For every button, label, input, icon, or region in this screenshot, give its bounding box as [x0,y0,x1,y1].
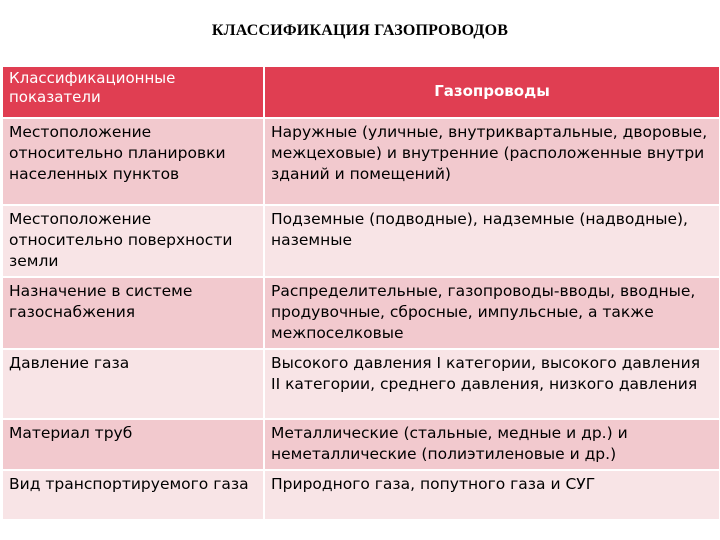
row-indicator: Местоположение относительно поверхности земли [2,205,264,277]
header-indicators: Классификационные показатели [2,66,264,118]
page-title: КЛАССИФИКАЦИЯ ГАЗОПРОВОДОВ [211,22,509,39]
table-row [2,118,720,205]
table-row [2,470,720,520]
row-value: Природного газа, попутного газа и СУГ [264,470,720,520]
row-value: Металлические (стальные, медные и др.) и неметаллические (полиэтиленовые и др.) [264,419,720,470]
header-pipelines: Газопроводы [264,66,720,118]
row-value: Высокого давления I категории, высокого давления II категории, среднего давления, низкого давления [264,349,720,419]
table-row [2,277,720,349]
row-value: Наружные (уличные, внутриквартальные, дворовые, межцеховые) и внутренние (расположенные внутри зданий и помещений) [264,118,720,205]
row-indicator: Материал труб [2,419,264,470]
table-header-row [2,66,720,118]
classification-table [1,65,720,521]
row-indicator: Назначение в системе газоснабжения [2,277,264,349]
table-row [2,349,720,419]
row-value: Распределительные, газопроводы-вводы, вводные, продувочные, сбросные, импульсные, а также межпоселковые [264,277,720,349]
row-value: Подземные (подводные), надземные (надводные), наземные [264,205,720,277]
table-row [2,419,720,470]
row-indicator: Вид транспортируемого газа [2,470,264,520]
table-row [2,205,720,277]
row-indicator: Давление газа [2,349,264,419]
row-indicator: Местоположение относительно планировки населенных пунктов [2,118,264,205]
